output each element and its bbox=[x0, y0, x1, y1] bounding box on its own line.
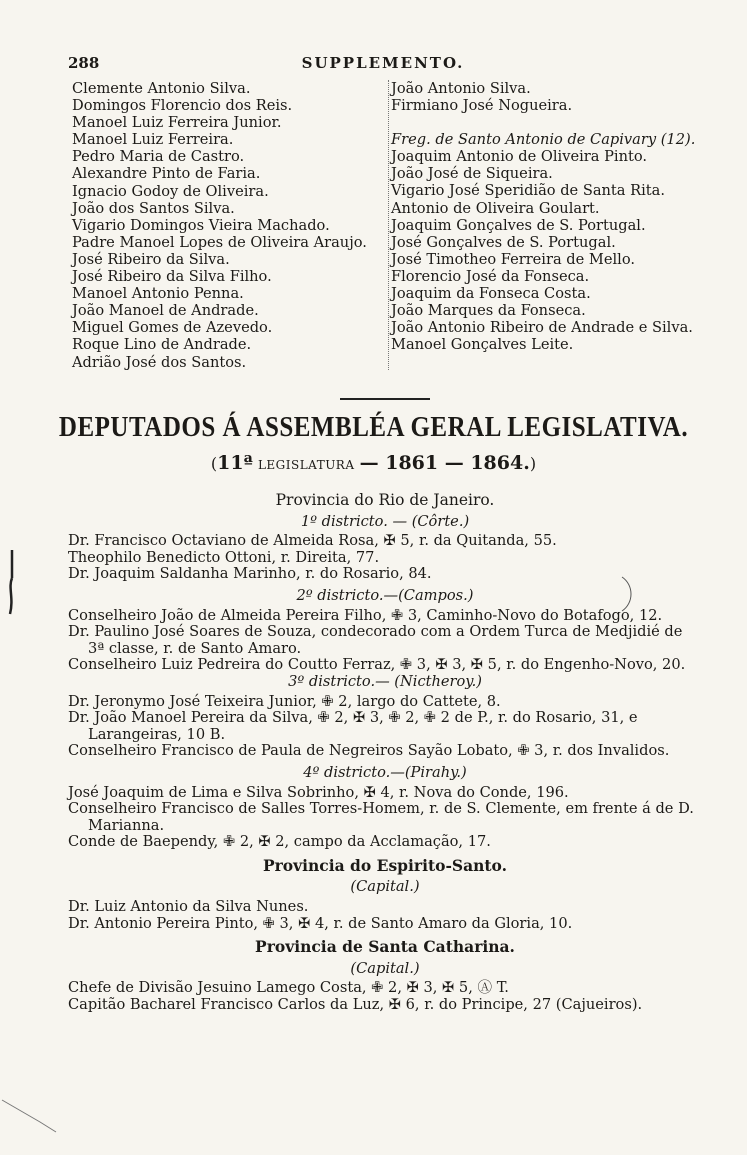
list-item: José Joaquim de Lima e Silva Sobrinho, ✠ 4, r. Nova do Conde, 196. bbox=[68, 783, 569, 801]
legislature-ordinal: 11ª bbox=[217, 452, 253, 474]
left-name-list bbox=[72, 80, 367, 371]
list-item: Padre Manoel Lopes de Oliveira Araujo. bbox=[72, 233, 367, 251]
section-divider bbox=[340, 398, 430, 400]
legislature-line: (11ª LEGISLATURA — 1861 — 1864.) bbox=[210, 452, 537, 474]
list-item: Dr. Luiz Antonio da Silva Nunes. bbox=[68, 898, 309, 916]
list-item: João Marques da Fonseca. bbox=[391, 302, 586, 320]
list-item: Conde de Baependy, ✙ 2, ✠ 2, campo da Acclamação, 17. bbox=[68, 833, 491, 851]
margin-ink-mark bbox=[0, 1098, 60, 1138]
list-item: João José de Siqueira. bbox=[391, 165, 553, 183]
list-item: Roque Lino de Andrade. bbox=[72, 336, 252, 354]
list-item: Joaquim Gonçalves de S. Portugal. bbox=[391, 216, 646, 234]
list-item: José Ribeiro da Silva. bbox=[72, 250, 230, 268]
district-heading: 3º districto.— (Nictheroy.) bbox=[288, 672, 482, 690]
list-item: Conselheiro João de Almeida Pereira Filho, ✙ 3, Caminho-Novo do Botafogo, 12. bbox=[68, 606, 663, 624]
list-item: João Manoel de Andrade. bbox=[72, 302, 259, 320]
right-name-list bbox=[388, 80, 695, 370]
list-item: Dr. Antonio Pereira Pinto, ✙ 3, ✠ 4, r. de Santo Amaro da Gloria, 10. bbox=[68, 914, 573, 932]
parish-heading: Freg. de Santo Antonio de Capivary (12). bbox=[391, 131, 696, 149]
list-item: João Antonio Ribeiro de Andrade e Silva. bbox=[391, 319, 693, 337]
list-item: José Timotheo Ferreira de Mello. bbox=[391, 250, 635, 268]
list-item: Firmiano José Nogueira. bbox=[391, 97, 573, 115]
list-item: Joaquim Antonio de Oliveira Pinto. bbox=[391, 148, 648, 166]
district-heading: 4º districto.—(Pirahy.) bbox=[303, 763, 467, 781]
legislature-years: — 1861 — 1864. bbox=[359, 452, 530, 474]
list-item: Manoel Luiz Ferreira Junior. bbox=[72, 114, 282, 132]
province-heading: Provincia do Espirito-Santo. bbox=[262, 855, 508, 875]
list-item: Vigario Domingos Vieira Machado. bbox=[72, 216, 330, 234]
legislature-word: LEGISLATURA bbox=[257, 458, 355, 472]
list-item: Adrião José dos Santos. bbox=[72, 353, 247, 371]
list-item: Miguel Gomes de Azevedo. bbox=[72, 319, 273, 337]
spacer bbox=[391, 114, 695, 131]
list-item: Dr. Joaquim Saldanha Marinho, r. do Rosario, 84. bbox=[68, 565, 432, 583]
district-heading: 1º districto. — (Côrte.) bbox=[300, 512, 470, 530]
list-item: Manoel Gonçalves Leite. bbox=[391, 336, 574, 354]
list-item: Dr. Jeronymo José Teixeira Junior, ✙ 2, largo do Cattete, 8. bbox=[68, 692, 501, 710]
district-heading: (Capital.) bbox=[350, 878, 420, 896]
list-item: Florencio José da Fonseca. bbox=[391, 267, 590, 285]
list-item: Joaquim da Fonseca Costa. bbox=[391, 285, 591, 303]
running-title: SUPPLEMENTO. bbox=[301, 54, 465, 72]
list-item: Conselheiro Francisco de Salles Torres-Homem, r. de S. Clemente, em frente á de D. Marianna. bbox=[68, 800, 694, 834]
list-item: Alexandre Pinto de Faria. bbox=[72, 165, 261, 183]
list-item: Dr. Francisco Octaviano de Almeida Rosa, ✠ 5, r. da Quitanda, 55. bbox=[68, 532, 557, 550]
list-item: José Gonçalves de S. Portugal. bbox=[391, 233, 616, 251]
list-item: João Antonio Silva. bbox=[391, 80, 531, 97]
margin-ink-mark bbox=[4, 548, 20, 618]
list-item: Antonio de Oliveira Goulart. bbox=[391, 199, 600, 217]
section-title: DEPUTADOS Á ASSEMBLÉA GERAL LEGISLATIVA. bbox=[58, 411, 689, 443]
page-number: 288 bbox=[68, 54, 100, 72]
list-item: Manoel Luiz Ferreira. bbox=[72, 131, 234, 149]
list-item: Manoel Antonio Penna. bbox=[72, 285, 244, 303]
district-heading: (Capital.) bbox=[350, 959, 420, 977]
list-item: Conselheiro Luiz Pedreira do Coutto Ferraz, ✙ 3, ✠ 3, ✠ 5, r. do Engenho-Novo, 20. bbox=[68, 656, 686, 674]
province-heading: Provincia do Rio de Janeiro. bbox=[275, 491, 495, 509]
list-item: Dr. Paulino José Soares de Souza, condecorado com a Ordem Turca de Medjidié de 3ª classe, r. de Santo Amaro. bbox=[68, 623, 683, 657]
list-item: Ignacio Godoy de Oliveira. bbox=[72, 182, 269, 200]
list-item: Clemente Antonio Silva. bbox=[72, 80, 251, 97]
page-header bbox=[68, 54, 698, 78]
margin-ink-mark bbox=[618, 575, 638, 615]
list-item: Domingos Florencio dos Reis. bbox=[72, 97, 293, 115]
list-item: Dr. João Manoel Pereira da Silva, ✙ 2, ✠ 3, ✙ 2, ✙ 2 de P., r. do Rosario, 31, e Larangeiras, 10 B. bbox=[68, 709, 638, 743]
list-item: Vigario José Speridião de Santa Rita. bbox=[391, 182, 665, 200]
province-heading: Provincia de Santa Catharina. bbox=[255, 937, 515, 957]
list-item: Theophilo Benedicto Ottoni, r. Direita, 77. bbox=[68, 548, 380, 566]
list-item: Capitão Bacharel Francisco Carlos da Luz, ✠ 6, r. do Principe, 27 (Cajueiros). bbox=[68, 996, 643, 1014]
district-heading: 2º districto.—(Campos.) bbox=[296, 586, 474, 604]
deputies-list bbox=[68, 490, 702, 1014]
list-item: João dos Santos Silva. bbox=[72, 199, 235, 217]
list-item: Pedro Maria de Castro. bbox=[72, 148, 245, 166]
list-item: Chefe de Divisão Jesuino Lamego Costa, ✙ 2, ✠ 3, ✠ 5, Ⓐ T. bbox=[68, 979, 509, 997]
list-item: José Ribeiro da Silva Filho. bbox=[72, 268, 272, 286]
list-item: Conselheiro Francisco de Paula de Negreiros Sayão Lobato, ✙ 3, r. dos Invalidos. bbox=[68, 742, 670, 760]
